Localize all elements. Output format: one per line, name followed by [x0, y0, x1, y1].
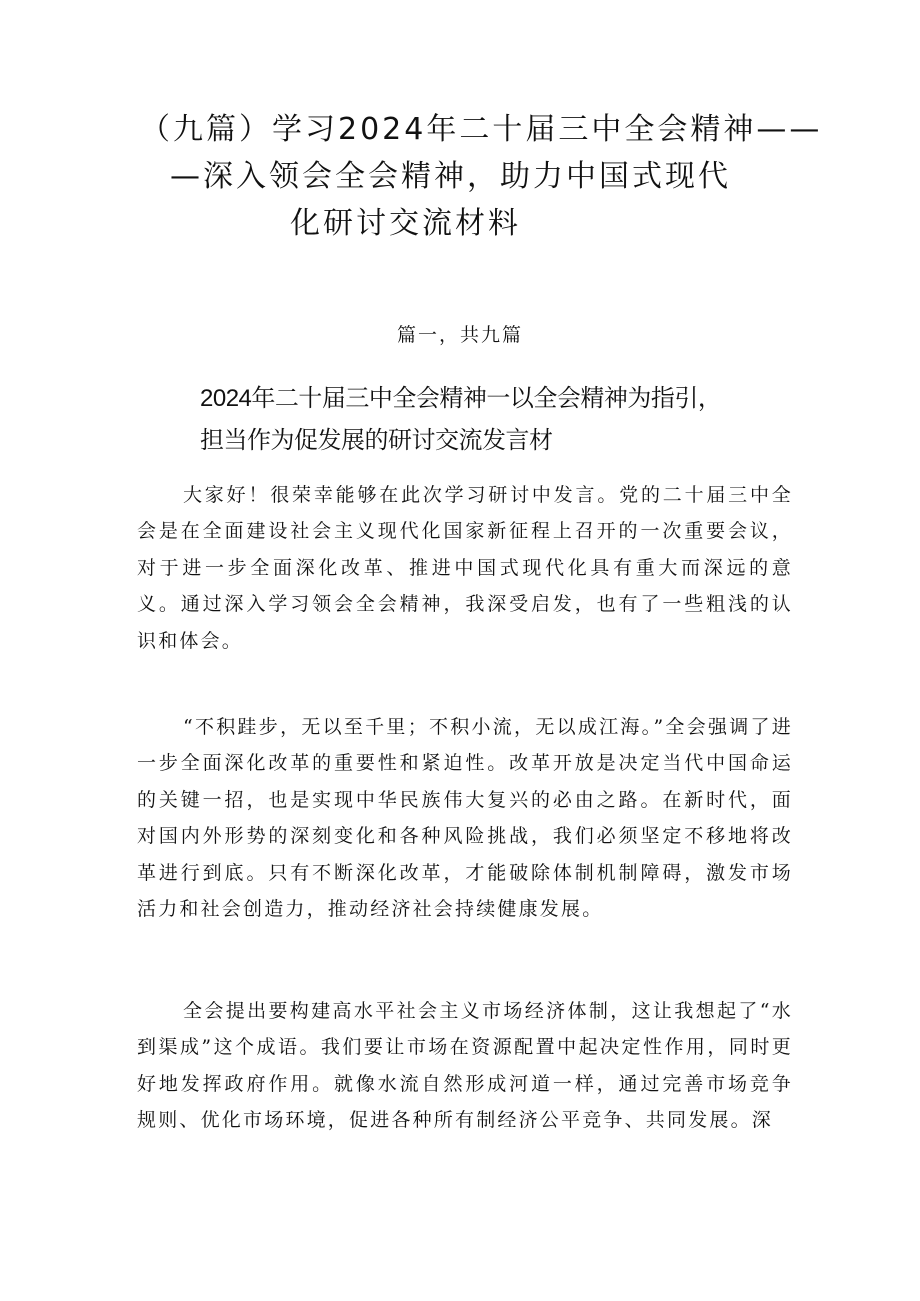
document-title	[130, 106, 823, 247]
section-title-line-1: 2024年二十届三中全会精神一以全会精神为指引，	[200, 385, 722, 412]
title-line-3: 化研讨交流材料	[290, 206, 521, 241]
title-line-1: （九篇）学习2024年二十届三中全会精神——	[140, 112, 823, 147]
section-title-line-2: 担当作为促发展的研讨交流发言材	[200, 427, 553, 454]
chapter-subheading: 篇一，共九篇	[396, 324, 523, 346]
paragraph-1: 大家好！很荣幸能够在此次学习研讨中发言。党的二十届三中全会是在全面建设社会主义现代化国家新征程上召开的一次重要会议，对于进一步全面深化改革、推进中国式现代化具有重大而深远的意义。通过深入学习领会全会精神，我深受启发，也有了一些粗浅的认识和体会。	[137, 484, 793, 652]
paragraph-3: 全会提出要构建高水平社会主义市场经济体制，这让我想起了“水到渠成”这个成语。我们要让市场在资源配置中起决定性作用，同时更好地发挥政府作用。就像水流自然形成河道一样，通过完善市场竞争规则、优化市场环境，促进各种所有制经济公平竞争、共同发展。深	[137, 1000, 793, 1132]
paragraph-2: “不积跬步，无以至千里；不积小流，无以成江海。”全会强调了进一步全面深化改革的重要性和紧迫性。改革开放是决定当代中国命运的关键一招，也是实现中华民族伟大复兴的必由之路。在新时代，面对国内外形势的深刻变化和各种风险挑战，我们必须坚定不移地将改革进行到底。只有不断深化改革，才能破除体制机制障碍，激发市场活力和社会创造力，推动经济社会持续健康发展。	[137, 716, 793, 921]
title-line-2: —深入领会全会精神，助力中国式现代	[170, 159, 731, 194]
section-title	[200, 378, 820, 462]
